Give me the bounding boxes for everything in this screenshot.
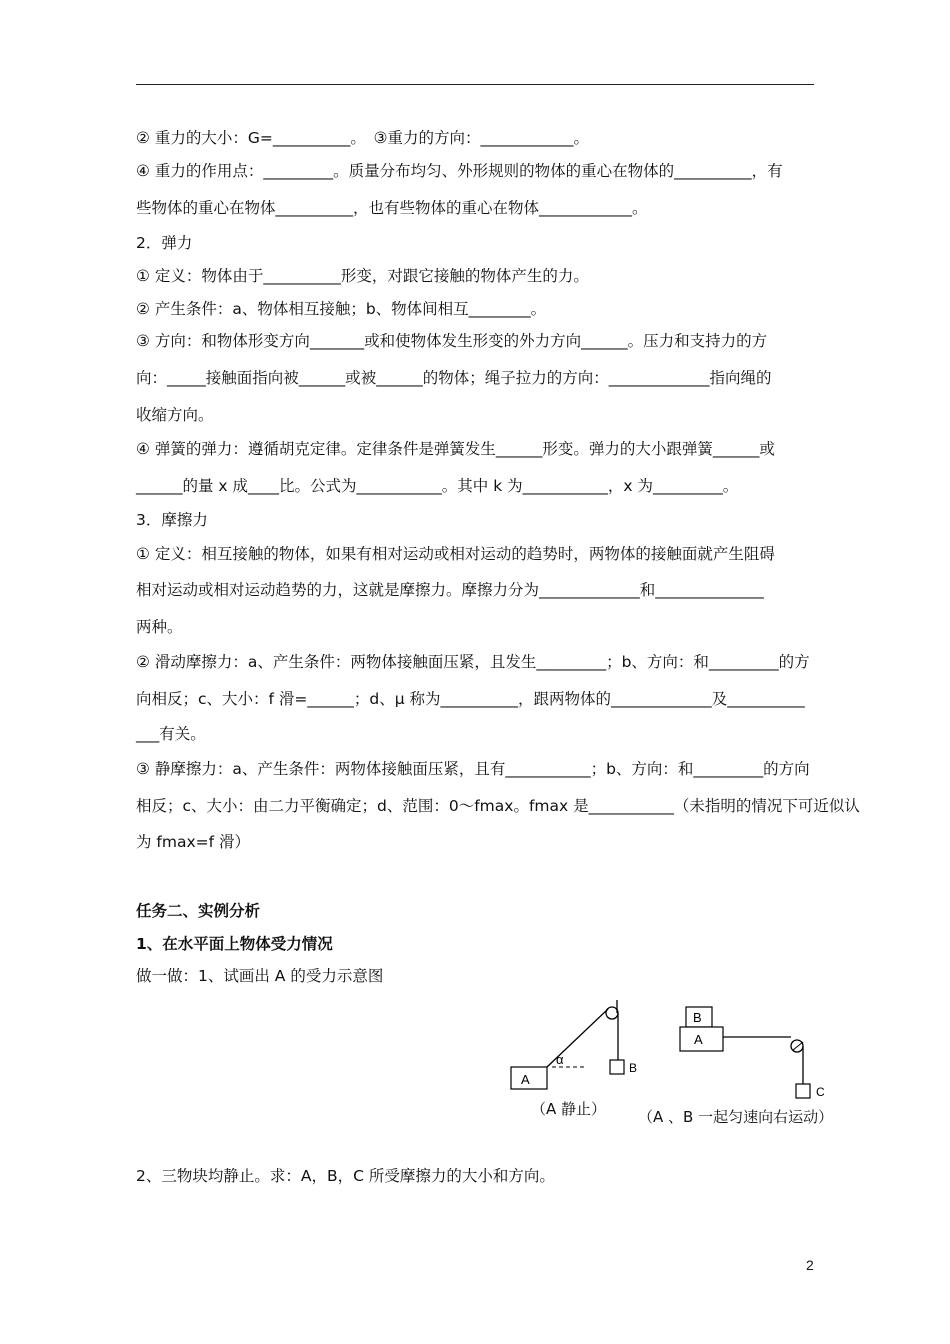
section-heading: 3．摩擦力 bbox=[136, 511, 208, 529]
task-heading: 任务二、实例分析 bbox=[136, 902, 261, 920]
block-c-label: C bbox=[816, 1085, 825, 1099]
text-line: ③ 静摩擦力：a、产生条件：两物体接触面压紧，且有___________；b、方向：和_________的方向 bbox=[136, 760, 810, 778]
page-number: 2 bbox=[806, 1257, 814, 1273]
text-line: ② 产生条件：a、物体相互接触；b、物体间相互________。 bbox=[136, 300, 547, 318]
subsection-heading: 1、在水平面上物体受力情况 bbox=[136, 935, 333, 953]
text-line: ______的量 x 成____比。公式为___________。其中 k 为___________，x 为_________。 bbox=[136, 477, 739, 495]
header-rule bbox=[136, 84, 814, 85]
diagram2-caption: （A 、B 一起匀速向右运动） bbox=[638, 1108, 834, 1126]
text-line: ④ 弹簧的弹力：遵循胡克定律。定律条件是弹簧发生______形变。弹力的大小跟弹簧______或 bbox=[136, 440, 775, 458]
text-line: ② 滑动摩擦力：a、产生条件：两物体接触面压紧，且发生_________；b、方向：和_________的方 bbox=[136, 653, 810, 671]
text-line: 些物体的重心在物体__________，也有些物体的重心在物体____________。 bbox=[136, 199, 648, 217]
text-line: ③ 方向：和物体形变方向_______或和使物体发生形变的外力方向______。压力和支持力的方 bbox=[136, 332, 768, 350]
text-line: ① 定义：相互接触的物体，如果有相对运动或相对运动的趋势时，两物体的接触面就产生阻碍 bbox=[136, 545, 775, 563]
diagram1-caption: （A 静止） bbox=[531, 1100, 607, 1118]
text-line: 为 fmax=f 滑） bbox=[136, 833, 251, 851]
text-line: 两种。 bbox=[136, 618, 183, 636]
block-c bbox=[796, 1084, 810, 1098]
text-line: ④ 重力的作用点：_________。质量分布均匀、外形规则的物体的重心在物体的__________，有 bbox=[136, 162, 783, 180]
block-b bbox=[610, 1060, 624, 1074]
section-heading: 2．弹力 bbox=[136, 234, 193, 252]
text-line: 向：_____接触面指向被______或被______的物体；绳子拉力的方向：_____________指向绳的 bbox=[136, 369, 772, 387]
text-line: ___有关。 bbox=[136, 725, 206, 743]
text-line: ② 重力的大小：G=__________。 ③重力的方向：____________。 bbox=[136, 129, 589, 147]
exercise-question: 2、三物块均静止。求：A，B，C 所受摩擦力的大小和方向。 bbox=[136, 1167, 555, 1185]
text-line: 向相反；c、大小：f 滑=______；d、μ 称为__________，跟两物体的_____________及__________ bbox=[136, 690, 805, 708]
force-diagram-stacked-blocks bbox=[678, 1002, 828, 1107]
text-line: 收缩方向。 bbox=[136, 406, 214, 424]
text-line: 相对运动或相对运动趋势的力，这就是摩擦力。摩擦力分为_____________和______________ bbox=[136, 581, 764, 599]
block-b-label: B bbox=[629, 1061, 638, 1075]
block-a-label: A bbox=[694, 1032, 703, 1047]
angle-label: α bbox=[556, 1052, 564, 1067]
block-a-label: A bbox=[521, 1072, 530, 1087]
text-line: ① 定义：物体由于__________形变，对跟它接触的物体产生的力。 bbox=[136, 267, 589, 285]
force-diagram-pulley-incline bbox=[505, 995, 655, 1105]
text-line: 相反；c、大小：由二力平衡确定；d、范围：0～fmax。fmax 是___________（未指明的情况下可近似认 bbox=[136, 797, 860, 815]
pulley-icon bbox=[791, 1040, 803, 1052]
block-b-label: B bbox=[693, 1010, 702, 1025]
exercise-prompt: 做一做：1、试画出 A 的受力示意图 bbox=[136, 967, 384, 985]
